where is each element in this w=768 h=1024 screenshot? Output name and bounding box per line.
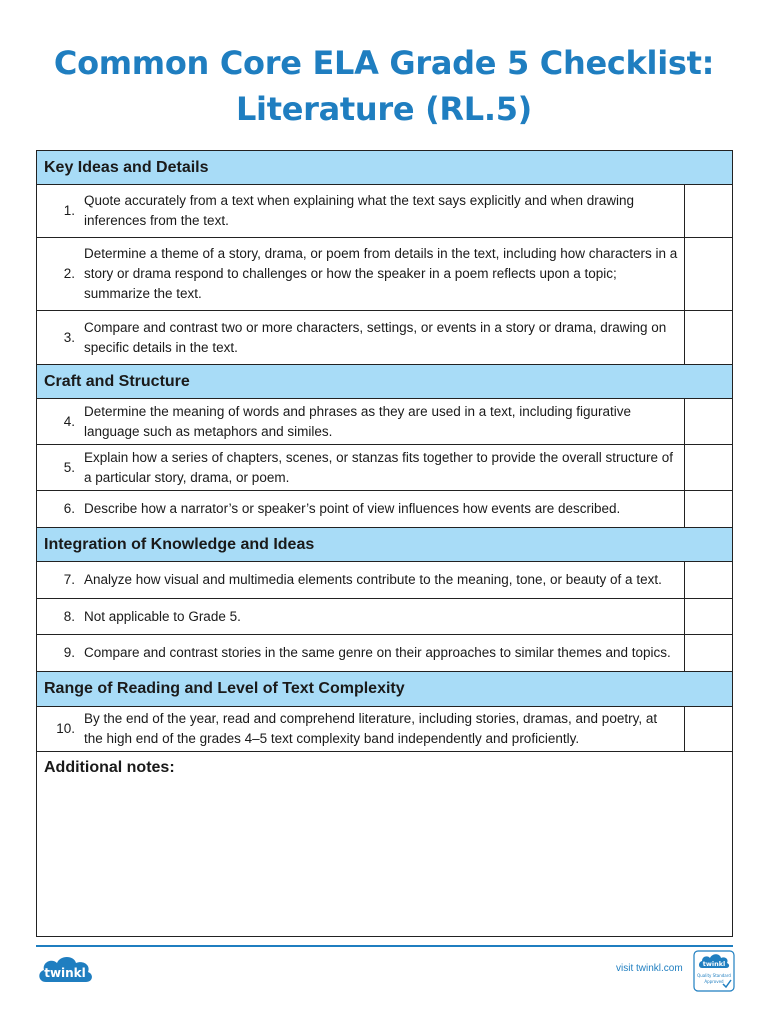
item-text: Explain how a series of chapters, scenes, or stanzas fits together to provide the overall structure of a particular story, drama, or poem.: [84, 449, 674, 485]
checklist-row: [37, 635, 732, 672]
checklist-row: [37, 491, 732, 528]
checklist-row: [37, 562, 732, 599]
checkbox-cell[interactable]: [685, 562, 732, 598]
checkbox-cell[interactable]: [685, 635, 732, 671]
checkbox-cell[interactable]: [685, 238, 732, 310]
item-number: 1.: [63, 203, 75, 218]
checkbox-cell[interactable]: [685, 185, 732, 237]
item-text: Describe how a narrator’s or speaker’s point of view influences how events are described.: [84, 501, 621, 516]
checklist-row: [37, 185, 732, 238]
title-line-1: Common Core ELA Grade 5 Checklist:: [53, 44, 715, 82]
quality-badge-icon: [693, 950, 735, 992]
section-heading-craft-structure: Craft and Structure: [37, 365, 732, 399]
checklist-row: [37, 399, 732, 445]
badge-wordmark: twinkl: [702, 960, 726, 968]
checklist-table: [36, 150, 733, 937]
checklist-row: [37, 238, 732, 311]
checkbox-cell[interactable]: [685, 707, 732, 751]
checklist-row: [37, 311, 732, 365]
quality-standard-badge: [693, 950, 735, 997]
footer-divider: [36, 945, 733, 947]
item-text: Compare and contrast stories in the same genre on their approaches to similar themes and topics.: [84, 645, 671, 660]
item-text: Analyze how visual and multimedia elements contribute to the meaning, tone, or beauty of a text.: [84, 572, 662, 587]
item-text: Determine the meaning of words and phrases as they are used in a text, including figurative language such as metaphors and similes.: [84, 403, 632, 439]
item-number: 5.: [63, 459, 75, 475]
logo-wordmark: twinkl: [44, 966, 86, 980]
item-text: Quote accurately from a text when explaining what the text says explicitly and when drawing inferences from the text.: [84, 193, 635, 228]
section-heading-integration: Integration of Knowledge and Ideas: [37, 528, 732, 562]
item-number: 8.: [63, 608, 75, 624]
cloud-logo-icon: [36, 952, 96, 988]
item-number: 2.: [63, 266, 75, 281]
item-text: Determine a theme of a story, drama, or poem from details in the text, including how characters in a story or drama respond to challenges or how the speaker in a poem reflects upon a topic; summarize the text.: [84, 246, 678, 301]
checkbox-cell[interactable]: [685, 311, 732, 364]
additional-notes-label: Additional notes:: [44, 759, 175, 776]
title-line-2: Literature (RL.5): [235, 90, 533, 128]
section-heading-range-of-reading: Range of Reading and Level of Text Complexity: [37, 672, 732, 707]
item-number: 3.: [63, 329, 75, 345]
checkbox-cell[interactable]: [685, 399, 732, 444]
item-number: 10.: [56, 721, 75, 736]
checkbox-cell[interactable]: [685, 599, 732, 634]
checklist-row: [37, 707, 732, 752]
checklist-row: [37, 445, 732, 491]
checkbox-cell[interactable]: [685, 445, 732, 490]
item-text: Not applicable to Grade 5.: [84, 608, 241, 624]
badge-caption-1: Quality Standard: [697, 973, 731, 978]
item-number: 7.: [63, 572, 75, 587]
item-number: 4.: [63, 413, 75, 429]
section-heading-key-ideas: Key Ideas and Details: [37, 151, 732, 185]
item-text: Compare and contrast two or more characters, settings, or events in a story or drama, drawing on specific details in the text.: [84, 319, 667, 355]
item-text: By the end of the year, read and comprehend literature, including stories, dramas, and poetry, at the high end of the grades 4–5 text complexity band independently and proficiently.: [84, 711, 658, 746]
checklist-row: [37, 599, 732, 635]
item-number: 9.: [63, 645, 75, 660]
page-title: [0, 40, 768, 132]
twinkl-logo[interactable]: [36, 952, 96, 993]
item-number: 6.: [63, 501, 75, 516]
checkbox-cell[interactable]: [685, 491, 732, 527]
badge-caption-2: Approved: [704, 979, 724, 984]
additional-notes-area[interactable]: [37, 783, 732, 936]
visit-website-link[interactable]: visit twinkl.com: [616, 963, 683, 974]
